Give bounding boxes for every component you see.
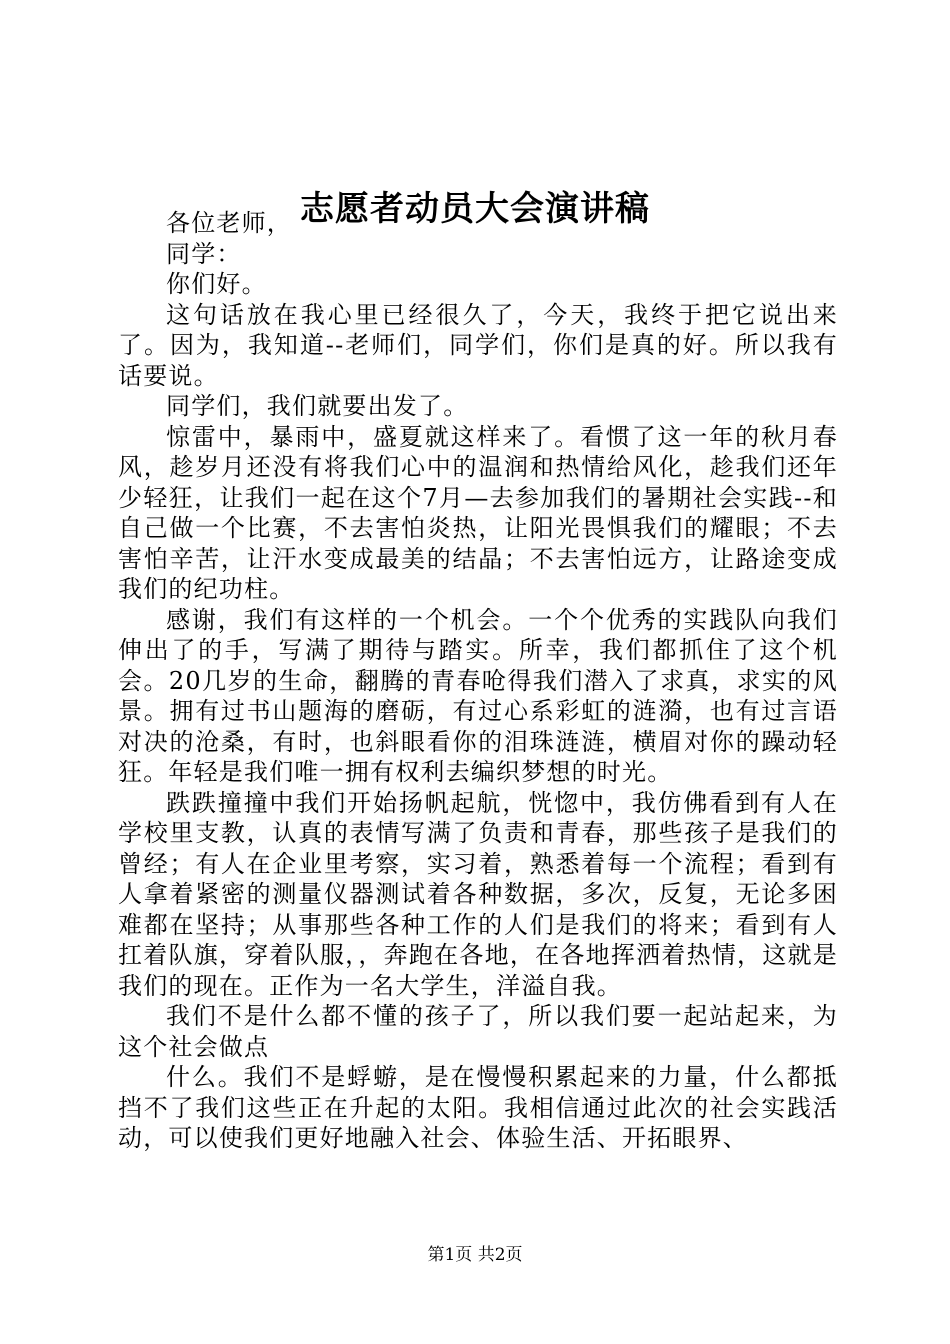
document-title: 志愿者动员大会演讲稿 [300,189,650,229]
paragraph: 你们好。 [166,270,267,298]
page-number-footer: 第1页 共2页 [427,1245,523,1265]
paragraph: 跌跌撞撞中我们开始扬帆起航，恍惚中，我仿佛看到有人在学校里支教，认真的表情写满了负责和青春，那些孩子是我们的曾经；有人在企业里考察，实习着，熟悉着每一个流程；看到有人拿着紧密的测量仪器测试着各种数据，多次，反复，无论多困难都在坚持；从事那些各种工作的人们是我们的将来；看到有人扛着队旗，穿着队服，，奔跑在各地，在各地挥洒着热情，这就是我们的现在。正作为一名大学生，洋溢自我。 [118,788,838,1000]
paragraph: 同学： [166,239,242,268]
paragraph: 我们不是什么都不懂的孩子了，所以我们要一起站起来，为这个社会做点 [118,1002,838,1061]
paragraph: 各位老师， [166,209,292,237]
paragraph: 什么。我们不是蜉蝣，是在慢慢积累起来的力量，什么都抵挡不了我们这些正在升起的太阳。我相信通过此次的社会实践活动，可以使我们更好地融入社会、体验生活、开拓眼界、 [118,1063,838,1152]
document-body [118,208,838,1154]
paragraph: 感谢，我们有这样的一个机会。一个个优秀的实践队向我们伸出了的手，写满了期待与踏实。所幸，我们都抓住了这个机会。20几岁的生命，翻腾的青春呛得我们潜入了求真，求实的风景。拥有过书山题海的磨砺，有过心系彩虹的涟漪，也有过言语对决的沧桑，有时，也斜眼看你的泪珠涟涟，横眉对你的躁动轻狂。年轻是我们唯一拥有权利去编织梦想的时光。 [118,605,838,786]
paragraph: 惊雷中，暴雨中，盛夏就这样来了。看惯了这一年的秋月春风，趁岁月还没有将我们心中的温润和热情给风化，趁我们还年少轻狂，让我们一起在这个7月—去参加我们的暑期社会实践--和自己做一个比赛，不去害怕炎热，让阳光畏惧我们的耀眼；不去害怕辛苦，让汗水变成最美的结晶；不去害怕远方，让路途变成我们的纪功柱。 [118,422,838,603]
paragraph: 这句话放在我心里已经很久了，今天，我终于把它说出来了。因为，我知道--老师们，同学们，你们是真的好。所以我有话要说。 [118,300,838,390]
paragraph: 同学们，我们就要出发了。 [166,392,469,420]
